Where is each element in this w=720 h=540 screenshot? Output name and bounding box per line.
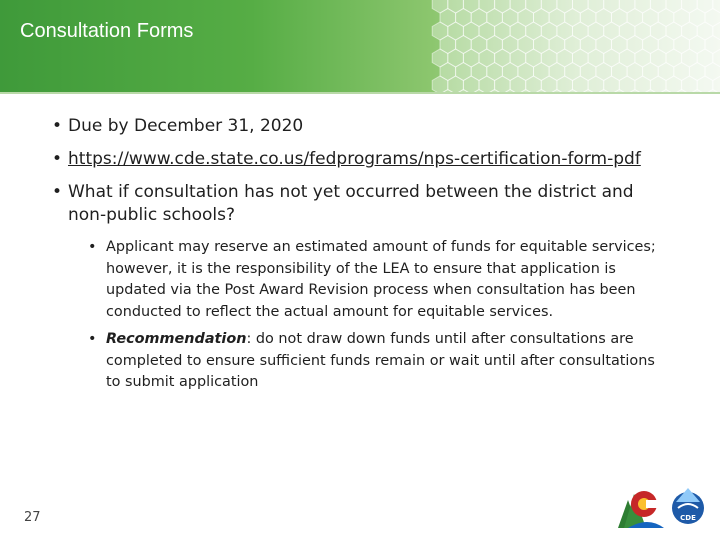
recommendation-label: Recommendation [106,331,247,347]
bullet-text: Due by December 31, 2020 [68,116,304,136]
sub-bullet-recommendation [48,329,668,394]
hexagon-pattern-decoration [0,0,720,92]
bullet-question [48,181,668,227]
bullet-due-date [48,115,668,138]
bullet-text: What if consultation has not yet occurred between the district and non-public schools? [68,182,634,225]
page-number: 27 [24,510,41,525]
sub-bullet-text: Applicant may reserve an estimated amount of funds for equitable services; however, it is the responsibility of the LEA to ensure that application is updated via the Post Award Revision process when consultation has been conducted to reflect the actual amount for equitable services. [106,239,656,320]
slide-content [48,115,668,400]
bullet-marker: • [52,149,63,169]
slide-title: Consultation Forms [20,20,194,42]
bullet-marker: • [52,182,63,202]
recommendation-text: : do not draw down funds until after consultations are completed to ensure sufficient funds remain or wait until after consultations to submit application [106,331,655,390]
nps-certification-form-link[interactable]: https://www.cde.state.co.us/fedprograms/nps-certification-form-pdf [68,149,641,169]
header-banner [0,0,720,92]
sub-bullet-applicant [48,237,668,323]
cde-logo-text: CDE [680,514,696,522]
bullet-marker: • [88,331,97,347]
cde-logo [672,488,704,524]
header-divider [0,92,720,94]
colorado-cde-logo [608,480,716,530]
colorado-c-logo [618,491,664,528]
footer-logos [608,480,716,530]
bullet-link [48,148,668,171]
bullet-marker: • [52,116,63,136]
bullet-marker: • [88,239,97,255]
